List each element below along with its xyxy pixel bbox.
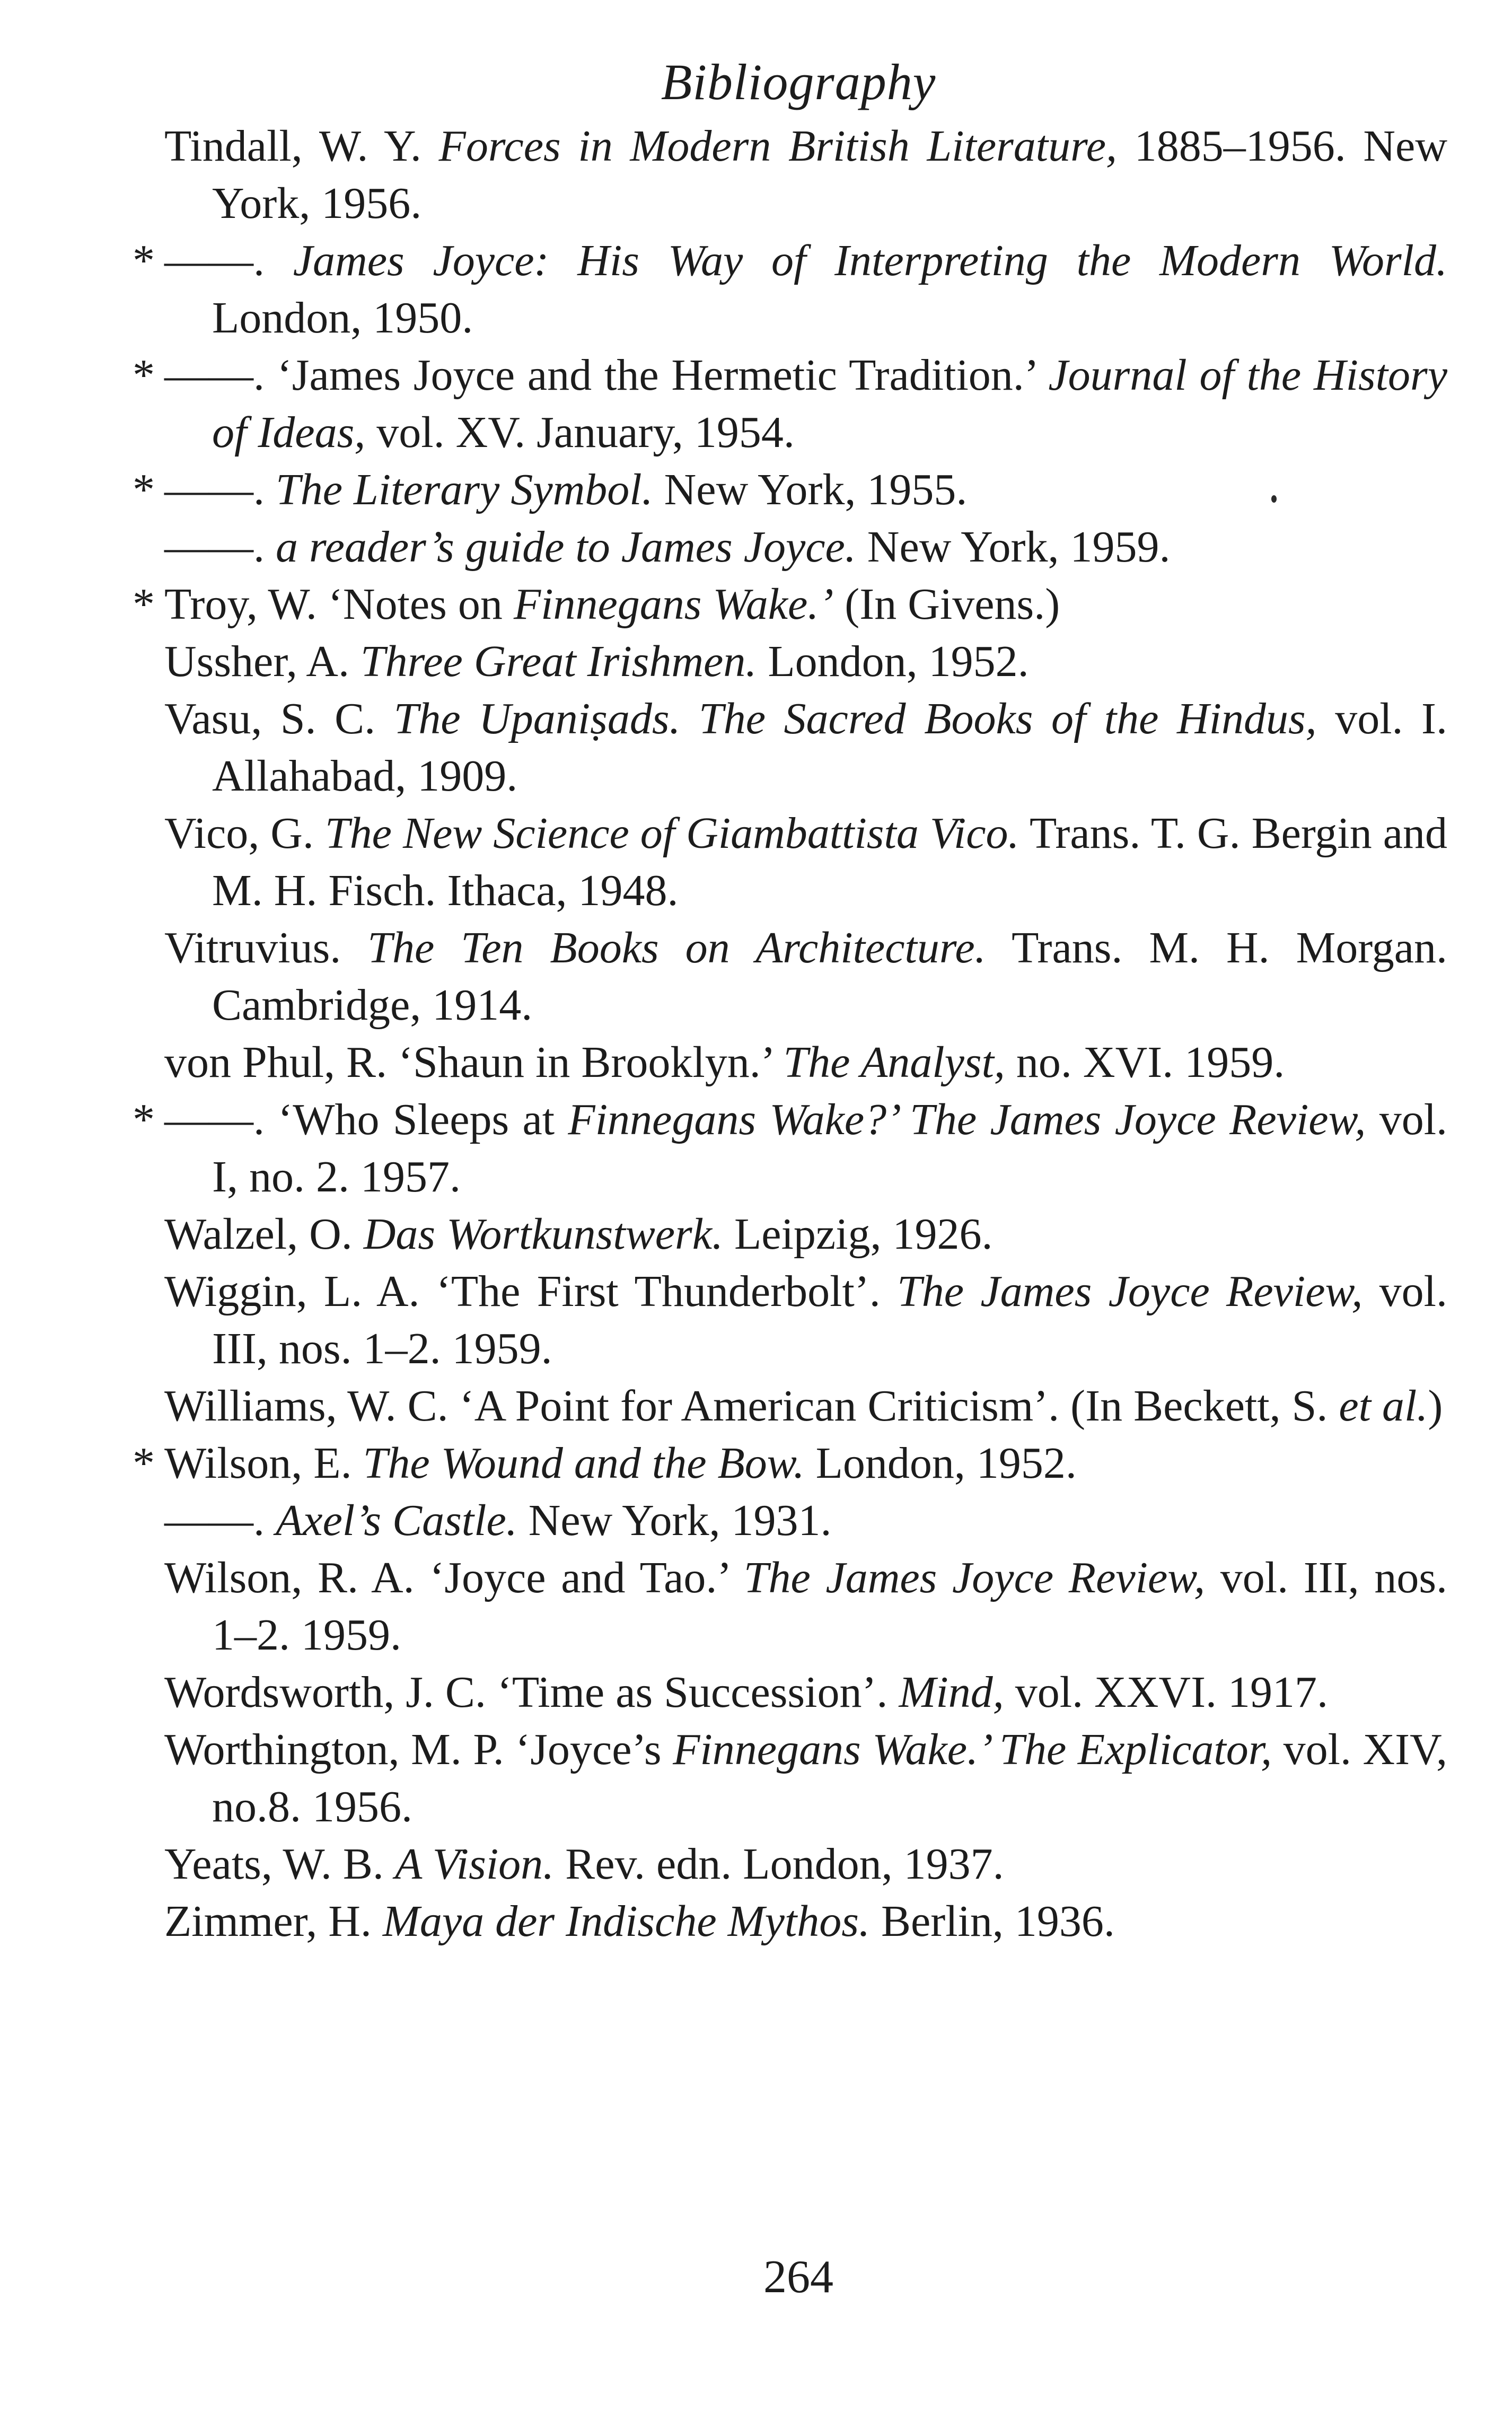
entry-rest: New York, 1959.	[867, 522, 1171, 572]
entry-lead: Wordsworth, J. C. ‘Time as Succession’.	[164, 1668, 888, 1717]
entry-lead: Williams, W. C. ‘A Point for American Criticism’. (In Beckett, S.	[164, 1381, 1328, 1431]
entry-title: The Literary Symbol.	[276, 465, 653, 514]
entry-lead: Vitruvius.	[164, 923, 341, 972]
entry-lead: Walzel, O.	[164, 1209, 353, 1259]
entry-lead: Wilson, R. A. ‘Joyce and Tao.’	[164, 1553, 729, 1602]
entry-title: Maya der Indische Mythos.	[382, 1897, 870, 1946]
entry-title: The Upaniṣads. The Sacred Books of the Hindus,	[393, 694, 1317, 743]
bibliography-entry	[164, 1206, 1447, 1263]
bibliography-entry	[164, 690, 1447, 805]
entry-title: Axel’s Castle.	[276, 1496, 517, 1545]
ink-speck	[1271, 495, 1277, 503]
entry-lead: ——.	[164, 1496, 265, 1545]
entry-title: The Ten Books on Architecture.	[367, 923, 986, 972]
entry-lead: Zimmer, H.	[164, 1897, 372, 1946]
entry-lead: Ussher, A.	[164, 637, 349, 686]
star-marker: *	[133, 1095, 155, 1144]
bibliography-entry	[164, 1492, 1447, 1549]
entry-rest: London, 1952.	[815, 1439, 1077, 1488]
entry-rest: vol. I, no. 2. 1957.	[212, 1095, 1448, 1202]
entry-rest: )	[1428, 1381, 1443, 1431]
entry-lead: Troy, W. ‘Notes on	[164, 580, 503, 629]
entry-title: a reader’s guide to James Joyce.	[276, 522, 856, 572]
entry-rest: New York, 1931.	[528, 1496, 832, 1545]
bibliography-entry	[164, 1263, 1447, 1378]
entry-rest: Berlin, 1936.	[881, 1897, 1115, 1946]
entry-lead: Worthington, M. P. ‘Joyce’s	[164, 1725, 662, 1774]
entry-title: James Joyce: His Way of Interpreting the Modern World.	[293, 236, 1448, 285]
entry-title: Journal of the History of Ideas,	[212, 350, 1447, 457]
entry-rest: Trans. M. H. Morgan. Cambridge, 1914.	[212, 923, 1448, 1030]
entry-rest: Leipzig, 1926.	[734, 1209, 993, 1259]
bibliography-entry	[164, 1549, 1447, 1664]
entry-rest: (In Givens.)	[845, 580, 1060, 629]
entry-lead: ——.	[164, 236, 265, 285]
running-head: Bibliography	[661, 54, 936, 110]
bibliography-entry	[164, 1893, 1447, 1950]
bibliography-entry	[164, 1664, 1447, 1721]
entry-rest: no. XVI. 1959.	[1016, 1038, 1285, 1087]
entry-rest: vol. XIV, no.8. 1956.	[212, 1725, 1447, 1831]
entry-lead: von Phul, R. ‘Shaun in Brooklyn.’	[164, 1038, 772, 1087]
bibliography-entry	[164, 1034, 1447, 1091]
entry-rest: vol. XV. January, 1954.	[376, 408, 795, 457]
bibliography-entry	[133, 1435, 1447, 1492]
entry-title: Forces in Modern British Literature,	[438, 121, 1117, 171]
entry-lead: ——. ‘Who Sleeps at	[164, 1095, 555, 1144]
entry-lead: Wilson, E.	[164, 1439, 352, 1488]
entry-title: Mind,	[899, 1668, 1004, 1717]
entry-rest: vol. I. Allahabad, 1909.	[212, 694, 1448, 801]
bibliography-entry	[133, 232, 1448, 347]
star-marker: *	[133, 1439, 155, 1488]
bibliography-entry	[164, 519, 1447, 576]
entry-lead: Wiggin, L. A. ‘The First Thunderbolt’.	[164, 1267, 881, 1316]
entry-rest: London, 1950.	[212, 293, 473, 343]
entry-lead: Vico, G.	[164, 809, 314, 858]
entry-title: A Vision.	[394, 1839, 555, 1889]
bibliography-entry	[164, 919, 1447, 1034]
entry-rest: vol. XXVI. 1917.	[1015, 1668, 1329, 1717]
star-marker: *	[133, 465, 155, 514]
bibliography-entry	[164, 118, 1447, 232]
bibliography-entry	[133, 576, 1447, 633]
entry-rest: New York, 1955.	[664, 465, 968, 514]
entry-lead: Yeats, W. B.	[164, 1839, 384, 1889]
bibliography-entry	[164, 1378, 1447, 1435]
entry-title: Das Wortkunstwerk.	[363, 1209, 723, 1259]
bibliography-entry	[133, 461, 1447, 519]
entry-rest: 1885–1956. New York, 1956.	[212, 121, 1448, 228]
entry-rest: London, 1952.	[768, 637, 1029, 686]
entry-title: The James Joyce Review,	[897, 1267, 1363, 1316]
entry-title: et al.	[1339, 1381, 1428, 1431]
entry-rest: Trans. T. G. Bergin and M. H. Fisch. Ithaca, 1948.	[212, 809, 1448, 915]
entry-rest: vol. III, nos. 1–2. 1959.	[212, 1553, 1448, 1660]
bibliography-entry	[164, 633, 1447, 690]
bibliography-entry	[164, 805, 1447, 919]
entry-rest: vol. III, nos. 1–2. 1959.	[212, 1267, 1448, 1373]
star-marker: *	[133, 236, 155, 285]
entry-title: The James Joyce Review,	[743, 1553, 1206, 1602]
bibliography-entry	[164, 1836, 1447, 1893]
star-marker: *	[133, 580, 155, 629]
bibliography-entry	[133, 347, 1447, 461]
entry-title: Finnegans Wake.’ The Explicator,	[673, 1725, 1272, 1774]
entry-lead: ——.	[164, 522, 265, 572]
entry-lead: ——. ‘James Joyce and the Hermetic Tradition.’	[164, 350, 1036, 400]
entry-lead: Vasu, S. C.	[164, 694, 376, 743]
entry-title: Finnegans Wake.’	[513, 580, 834, 629]
entry-lead: ——.	[164, 465, 265, 514]
entry-title: The Analyst,	[783, 1038, 1005, 1087]
bibliography-list	[133, 118, 1448, 1950]
star-marker: *	[133, 350, 155, 400]
bibliography-entry	[164, 1721, 1447, 1836]
entry-title: The New Science of Giambattista Vico.	[324, 809, 1019, 858]
entry-title: Three Great Irishmen.	[360, 637, 757, 686]
entry-title: Finnegans Wake?’ The James Joyce Review,	[568, 1095, 1366, 1144]
entry-lead: Tindall, W. Y.	[164, 121, 421, 171]
entry-rest: Rev. edn. London, 1937.	[565, 1839, 1004, 1889]
entry-title: The Wound and the Bow.	[363, 1439, 805, 1488]
page-number: 264	[763, 2251, 833, 2303]
bibliography-entry	[133, 1091, 1448, 1206]
